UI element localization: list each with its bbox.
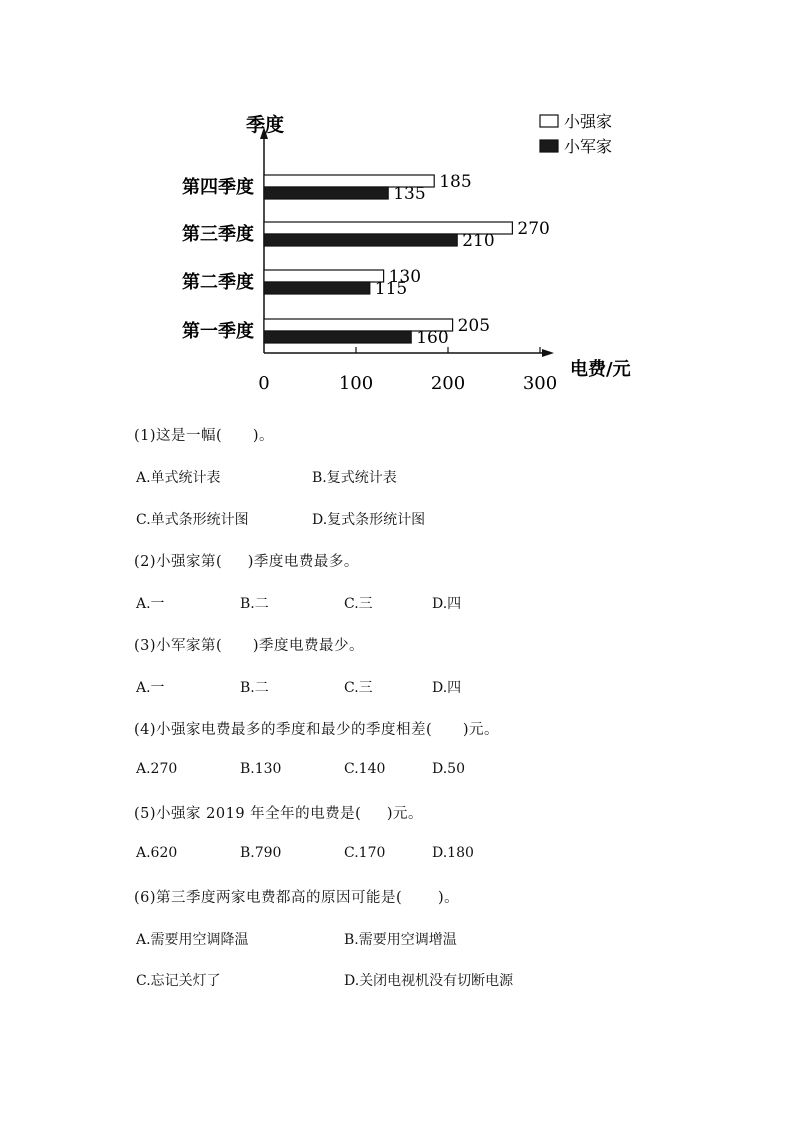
data-label: 135 <box>393 184 426 204</box>
question-3: (3)小军家第( )季度电费最少。 <box>134 638 365 654</box>
q1-option-c: C.单式条形统计图 <box>136 512 249 528</box>
q6-option-a: A.需要用空调降温 <box>136 932 249 948</box>
q1-option-b: B.复式统计表 <box>312 470 397 486</box>
q4-option-d: D.50 <box>432 761 465 777</box>
question-2: (2)小强家第( )季度电费最多。 <box>134 554 359 570</box>
x-tick-label: 100 <box>338 373 374 394</box>
bar-xiaojun <box>264 331 411 343</box>
x-tick-label: 300 <box>522 373 558 394</box>
q2-option-d: D.四 <box>432 596 462 612</box>
q4-option-b: B.130 <box>240 761 282 777</box>
data-label: 185 <box>439 172 472 192</box>
q4-option-c: C.140 <box>344 761 386 777</box>
y-axis-label: 季度 <box>246 114 285 136</box>
question-6: (6)第三季度两家电费都高的原因可能是( )。 <box>134 890 460 906</box>
q6-option-b: B.需要用空调增温 <box>344 932 457 948</box>
q5-option-a: A.620 <box>136 845 178 861</box>
x-axis-arrow <box>542 349 554 357</box>
bar-chart <box>120 95 680 415</box>
category-label: 第三季度 <box>182 224 254 245</box>
legend-swatch-xiaoqiang <box>540 115 558 127</box>
q6-option-d: D.关闭电视机没有切断电源 <box>344 973 514 989</box>
category-label: 第四季度 <box>182 177 254 198</box>
bar-xiaojun <box>264 282 370 294</box>
x-axis-label: 电费/元 <box>570 359 631 380</box>
data-label: 205 <box>457 316 491 336</box>
q5-option-b: B.790 <box>240 845 282 861</box>
bar-xiaoqiang <box>264 270 384 282</box>
x-tick-label: 0 <box>258 373 270 394</box>
q3-option-a: A.一 <box>136 680 165 696</box>
q4-option-a: A.270 <box>136 761 178 777</box>
legend-swatch-xiaojun <box>540 140 558 152</box>
category-label: 第二季度 <box>182 272 254 293</box>
question-5: (5)小强家 2019 年全年的电费是( )元。 <box>134 806 424 822</box>
question-1: (1)这是一幅( )。 <box>134 428 275 444</box>
data-label: 270 <box>517 219 550 239</box>
x-tick-label: 200 <box>430 373 466 394</box>
q3-option-c: C.三 <box>344 680 373 696</box>
legend-label-xiaoqiang: 小强家 <box>564 112 613 131</box>
data-label: 210 <box>462 231 495 251</box>
data-label: 115 <box>374 279 408 299</box>
q5-option-d: D.180 <box>432 845 474 861</box>
bar-xiaojun <box>264 187 388 199</box>
q6-option-c: C.忘记关灯了 <box>136 973 221 989</box>
q1-option-d: D.复式条形统计图 <box>312 512 426 528</box>
q2-option-a: A.一 <box>136 596 165 612</box>
legend-label-xiaojun: 小军家 <box>564 137 613 156</box>
q3-option-b: B.二 <box>240 680 269 696</box>
q2-option-c: C.三 <box>344 596 373 612</box>
question-4: (4)小强家电费最多的季度和最少的季度相差( )元。 <box>134 722 500 738</box>
bar-xiaojun <box>264 234 457 246</box>
data-label: 130 <box>388 267 422 287</box>
q5-option-c: C.170 <box>344 845 386 861</box>
data-label: 160 <box>416 328 449 348</box>
q1-option-a: A.单式统计表 <box>136 470 221 486</box>
category-label: 第一季度 <box>182 321 254 342</box>
q3-option-d: D.四 <box>432 680 462 696</box>
q2-option-b: B.二 <box>240 596 269 612</box>
